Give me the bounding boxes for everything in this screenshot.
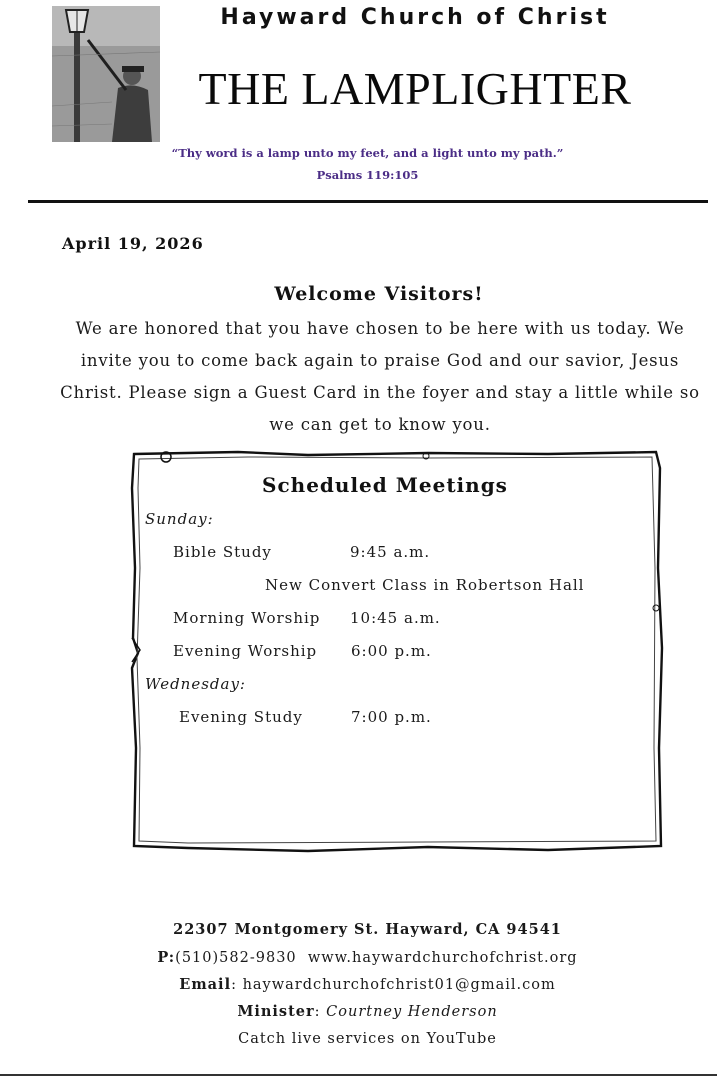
- event-name: Evening Worship: [173, 642, 318, 660]
- phone-label: P:: [157, 949, 176, 966]
- live-services-note: Catch live services on YouTube: [238, 1031, 497, 1047]
- bulletin-date: April 19, 2026: [62, 234, 204, 253]
- newsletter-title: THE LAMPLIGHTER: [198, 63, 632, 114]
- minister-name: Courtney Henderson: [326, 1004, 498, 1020]
- welcome-title: Welcome Visitors!: [274, 283, 484, 305]
- event-time: 6:00 p.m.: [351, 642, 432, 660]
- email-label: Email: [179, 976, 232, 993]
- wednesday-label: Wednesday:: [145, 675, 246, 693]
- meetings-title: Scheduled Meetings: [262, 473, 508, 497]
- lamplighter-logo: [52, 6, 160, 142]
- event-time: 10:45 a.m.: [350, 609, 441, 627]
- header-divider: [28, 200, 708, 203]
- minister-line: Minister: Courtney Henderson: [237, 1003, 498, 1020]
- event-name: Morning Worship: [173, 609, 321, 627]
- scripture-verse: “Thy word is a lamp unto my feet, and a light unto my path.”: [171, 146, 564, 160]
- bottom-divider: [0, 1074, 717, 1076]
- email-link[interactable]: haywardchurchofchrist01@gmail.com: [242, 977, 556, 993]
- minister-label: Minister: [237, 1003, 315, 1020]
- email-line: Email: haywardchurchofchrist01@gmail.com: [179, 976, 556, 993]
- event-time: 9:45 a.m.: [350, 543, 431, 561]
- phone-number[interactable]: (510)582-9830: [175, 950, 297, 966]
- church-name: Hayward Church of Christ: [220, 5, 610, 30]
- contact-line: [0, 949, 717, 966]
- welcome-message: We are honored that you have chosen to be here with us today. We invite you to come back again to praise God and our savior, Jesus Christ. Please sign a Guest Card in the foyer and stay a little while so we can get to know you.: [60, 319, 700, 434]
- website-link[interactable]: www.haywardchurchofchrist.org: [307, 950, 578, 966]
- event-name: Evening Study: [179, 708, 303, 726]
- sunday-label: Sunday:: [145, 510, 214, 528]
- event-time: 7:00 p.m.: [351, 708, 432, 726]
- church-address: 22307 Montgomery St. Hayward, CA 94541: [173, 921, 562, 938]
- event-name: Bible Study: [173, 543, 272, 561]
- scripture-reference: Psalms 119:105: [316, 168, 419, 182]
- event-note: New Convert Class in Robertson Hall: [265, 576, 585, 594]
